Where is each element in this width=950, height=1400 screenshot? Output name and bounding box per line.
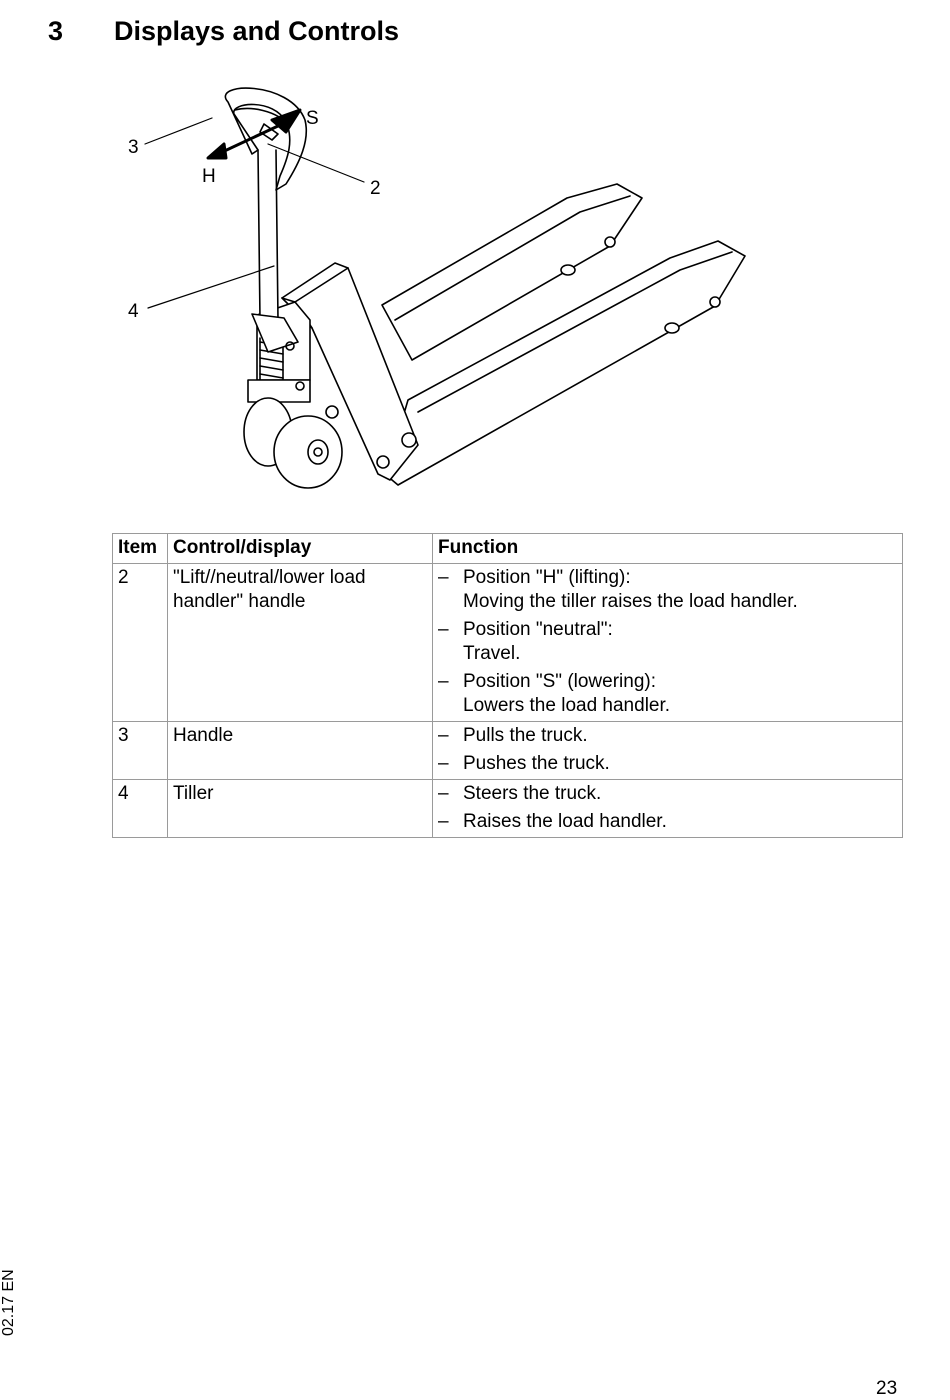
item-number: 4 <box>113 780 168 838</box>
item-number: 3 <box>113 722 168 780</box>
date-code: 02.17 EN <box>0 1269 17 1336</box>
control-name: Tiller <box>168 780 433 838</box>
list-dash: – <box>438 671 449 692</box>
function-text: Steers the truck. <box>463 783 602 804</box>
controls-table <box>112 533 903 838</box>
pallet-truck-drawing <box>100 80 800 500</box>
function-item <box>438 752 897 776</box>
function-text: Pulls the truck. <box>463 725 588 746</box>
function-detail: Travel. <box>463 643 521 664</box>
list-dash: – <box>438 725 449 746</box>
control-name: "Lift//neutral/lower load handler" handle <box>168 564 433 722</box>
table-row <box>113 722 903 780</box>
function-detail: Lowers the load handler. <box>463 695 671 716</box>
control-name: Handle <box>168 722 433 780</box>
function-list <box>433 780 903 838</box>
list-dash: – <box>438 567 449 588</box>
section-title: Displays and Controls <box>114 16 400 46</box>
table-row <box>113 564 903 722</box>
list-dash: – <box>438 619 449 640</box>
function-text: Raises the load handler. <box>463 811 667 832</box>
page-number: 23 <box>876 1378 898 1399</box>
function-text: Position "H" (lifting): <box>463 567 631 588</box>
header-function: Function <box>433 534 903 564</box>
function-list <box>433 722 903 780</box>
list-dash: – <box>438 753 449 774</box>
header-control: Control/display <box>168 534 433 564</box>
header-item: Item <box>113 534 168 564</box>
function-item <box>438 810 897 834</box>
list-dash: – <box>438 783 449 804</box>
function-detail: Moving the tiller raises the load handler. <box>463 591 798 612</box>
callout-s: S <box>306 108 319 129</box>
function-text: Position "S" (lowering): <box>463 671 657 692</box>
function-item <box>438 724 897 748</box>
callout-4: 4 <box>128 301 139 322</box>
function-text: Position "neutral": <box>463 619 613 640</box>
table-header-row <box>113 534 903 564</box>
list-dash: – <box>438 811 449 832</box>
item-number: 2 <box>113 564 168 722</box>
pallet-truck-illustration <box>100 80 800 500</box>
function-item <box>438 566 897 614</box>
callout-3: 3 <box>128 137 139 158</box>
function-text: Pushes the truck. <box>463 753 610 774</box>
function-item <box>438 782 897 806</box>
callout-h: H <box>202 166 216 187</box>
function-item <box>438 618 897 666</box>
function-list <box>433 564 903 722</box>
section-number: 3 <box>48 16 64 46</box>
callout-2: 2 <box>370 178 381 199</box>
function-item <box>438 670 897 718</box>
table-row <box>113 780 903 838</box>
